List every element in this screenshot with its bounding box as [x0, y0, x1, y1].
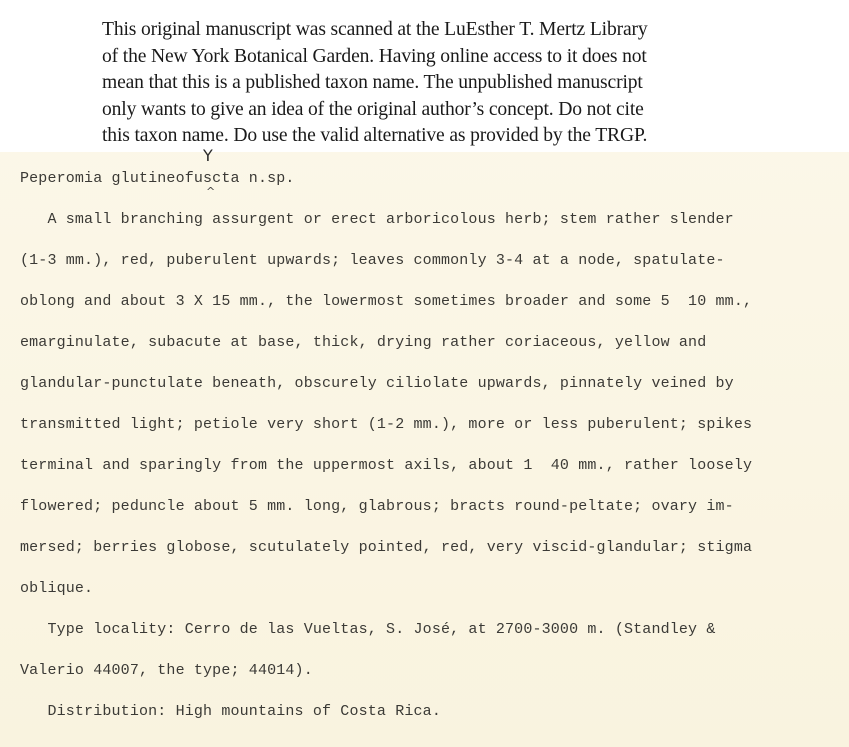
- description-line: flowered; peduncle about 5 mm. long, glabrous; bracts round-peltate; ovary im-: [20, 498, 734, 515]
- notice-line: this taxon name. Do use the valid alternative as provided by the TRGP.: [102, 125, 648, 146]
- description-line: mersed; berries globose, scutulately pointed, red, very viscid-glandular; stigma: [20, 539, 753, 556]
- handwritten-correction: Y: [203, 146, 213, 165]
- description-line: A small branching assurgent or erect arboricolous herb; stem rather slender: [20, 211, 734, 228]
- description-line: transmitted light; petiole very short (1-2 mm.), more or less puberulent; spikes: [20, 416, 753, 433]
- distribution-line: Distribution: High mountains of Costa Rica.: [20, 703, 441, 720]
- notice-line: of the New York Botanical Garden. Having online access to it does not: [102, 45, 647, 67]
- species-title: Peperomia glutineofuscta n.sp.: [20, 170, 295, 187]
- notice-text: [102, 17, 742, 150]
- library-notice: [0, 0, 849, 152]
- description-line: glandular-punctulate beneath, obscurely ciliolate upwards, pinnately veined by: [20, 375, 734, 392]
- type-locality-line: Valerio 44007, the type; 44014).: [20, 662, 313, 679]
- description-line: (1-3 mm.), red, puberulent upwards; leaves commonly 3-4 at a node, spatulate-: [20, 252, 725, 269]
- description-line: terminal and sparingly from the uppermost axils, about 1 40 mm., rather loosely: [20, 457, 753, 474]
- insertion-caret: ^: [206, 185, 216, 198]
- notice-line: only wants to give an idea of the original author’s concept. Do not cite: [102, 98, 644, 120]
- notice-line: mean that this is a published taxon name. The unpublished manuscript: [102, 72, 643, 93]
- type-locality-line: Type locality: Cerro de las Vueltas, S. José, at 2700-3000 m. (Standley &: [20, 621, 716, 638]
- description-line: emarginulate, subacute at base, thick, drying rather coriaceous, yellow and: [20, 334, 707, 351]
- notice-line: This original manuscript was scanned at the LuEsther T. Mertz Library: [102, 19, 648, 40]
- description-line: oblique.: [20, 580, 94, 597]
- description-line: oblong and about 3 X 15 mm., the lowermost sometimes broader and some 5 10 mm.,: [20, 293, 753, 310]
